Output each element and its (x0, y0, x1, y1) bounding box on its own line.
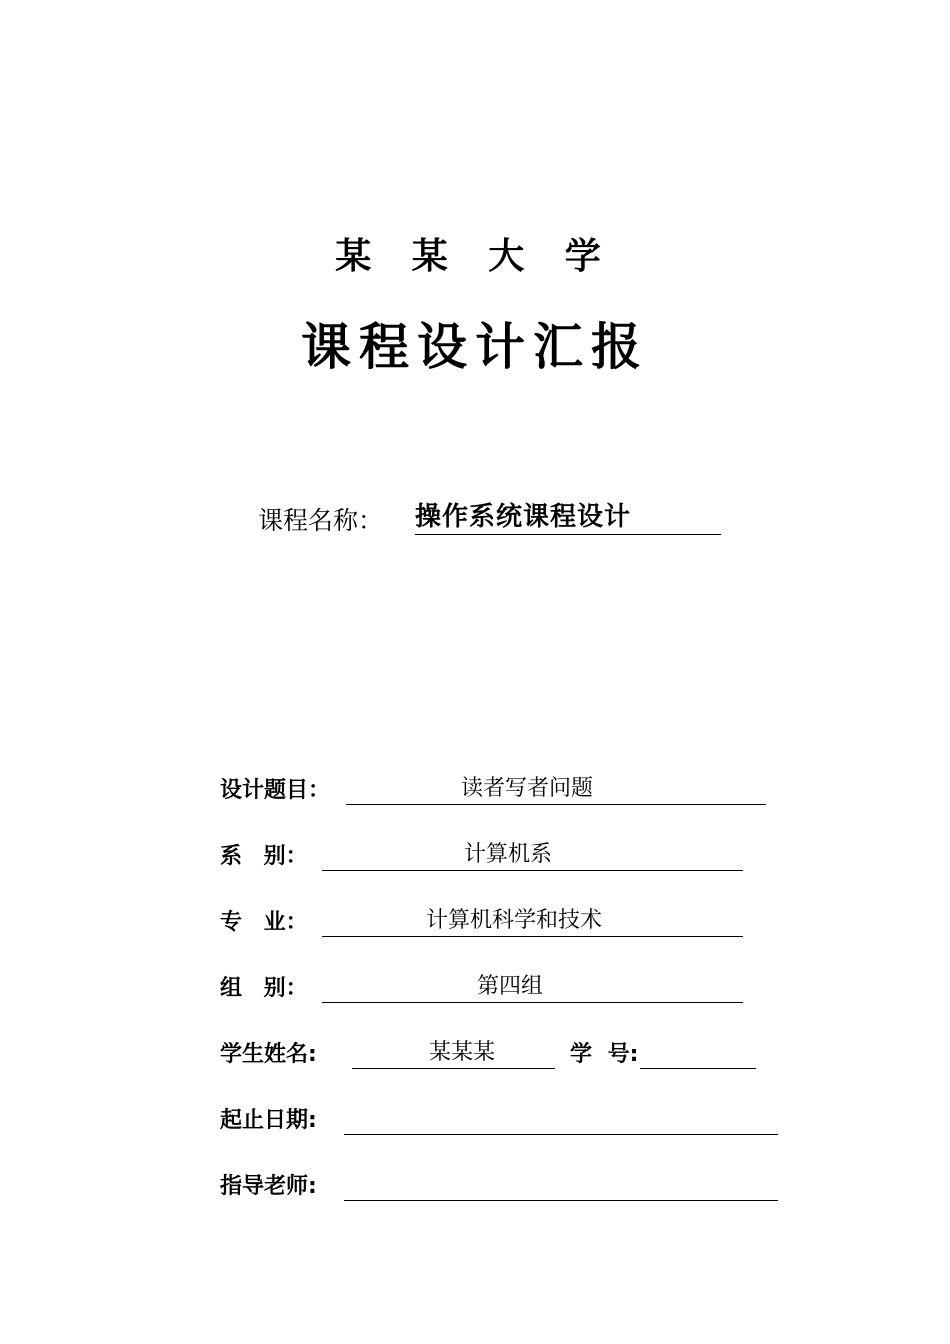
student-name-field (352, 1038, 555, 1069)
topic-field (346, 774, 766, 805)
report-title: 课程设计汇报 (301, 318, 649, 376)
group-value: 第四组 (477, 974, 544, 999)
major-field (322, 906, 743, 937)
advisor-field (344, 1170, 778, 1201)
advisor-label: 指导老师: (220, 1174, 317, 1199)
group-field (322, 972, 743, 1003)
student-name-label: 学生姓名: (220, 1042, 317, 1067)
major-value: 计算机科学和技术 (426, 908, 603, 933)
department-value: 计算机系 (464, 842, 553, 867)
topic-label: 设计题目： (220, 778, 331, 803)
dates-field (344, 1104, 778, 1135)
department-label: 系 别： (220, 844, 308, 869)
topic-value: 读者写者问题 (461, 776, 594, 801)
course-name-value: 操作系统课程设计 (415, 500, 721, 535)
student-id-label: 学 号: (570, 1042, 639, 1067)
department-field (322, 840, 743, 871)
university-name: 某 某 大 学 (335, 235, 615, 277)
major-label: 专 业： (220, 910, 308, 935)
group-label: 组 别： (220, 976, 308, 1001)
course-name-label: 课程名称： (258, 506, 384, 535)
dates-label: 起止日期: (220, 1108, 317, 1133)
student-id-field (640, 1038, 756, 1069)
student-name-value: 某某某 (429, 1040, 496, 1065)
